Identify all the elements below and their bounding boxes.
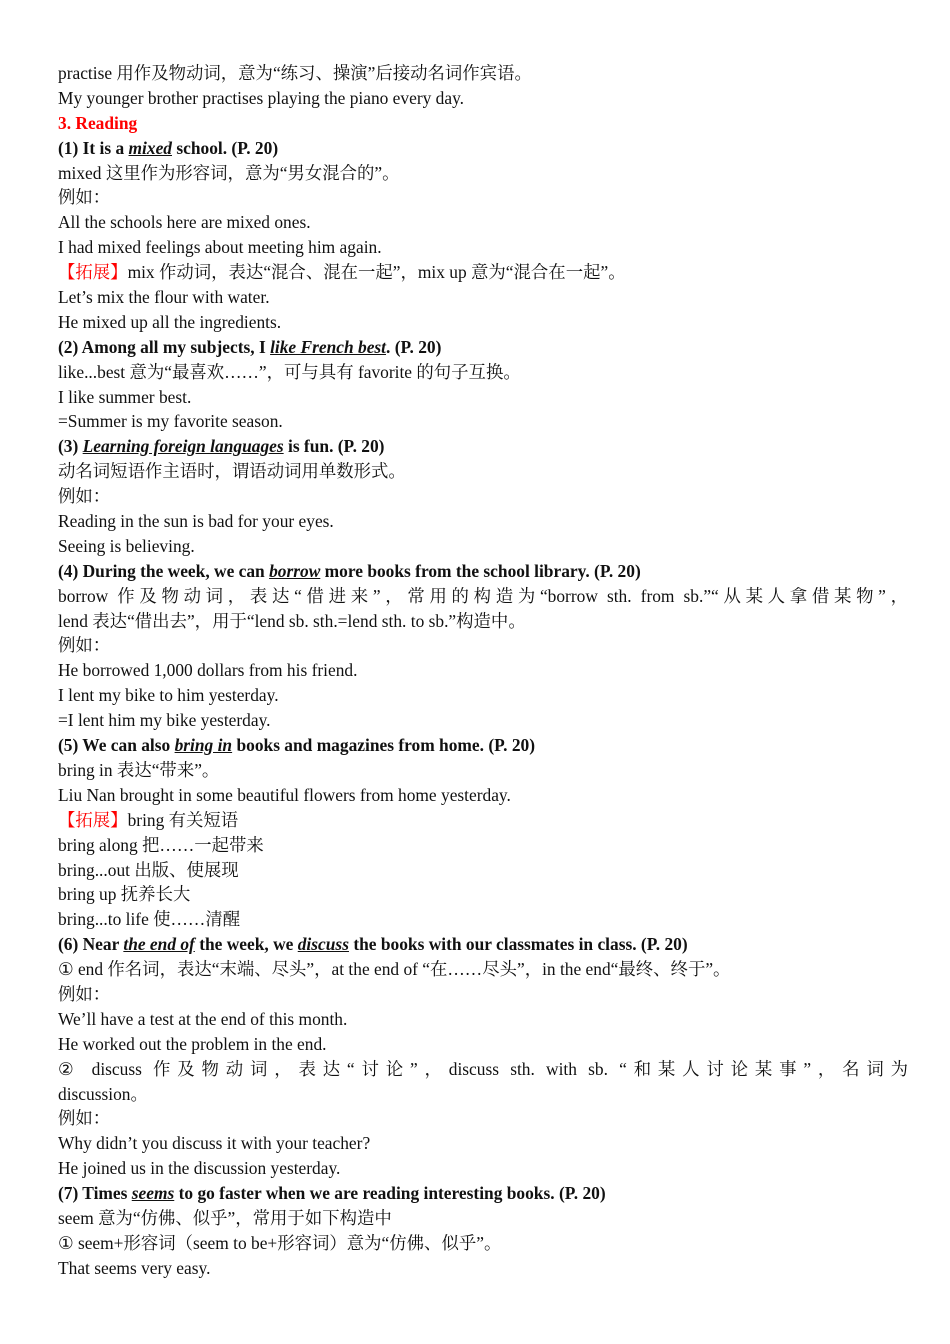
text-line (58, 584, 908, 609)
text-segment: =I lent him my bike yesterday. (58, 710, 271, 731)
text-line (58, 907, 908, 932)
text-segment: Liu Nan brought in some beautiful flowers from home yesterday. (58, 784, 511, 805)
keyword: mixed (128, 137, 172, 158)
text-line (58, 1156, 908, 1181)
text-line (58, 1106, 908, 1131)
text-line (58, 783, 908, 808)
text-segment: (6) Near (58, 934, 124, 955)
text-line (58, 385, 908, 410)
text-segment: bring...to life 使……清醒 (58, 909, 241, 930)
text-segment: We’ll have a test at the end of this month. (58, 1008, 348, 1029)
text-line (58, 1231, 908, 1256)
text-line (58, 808, 908, 833)
text-line (58, 658, 908, 683)
section-heading (58, 434, 908, 459)
keyword: Learning foreign languages (82, 436, 284, 457)
section-heading (58, 136, 908, 161)
text-line (58, 61, 908, 86)
text-segment: 动名词短语作主语时，谓语动词用单数形式。 (58, 461, 406, 482)
keyword: discuss (297, 934, 349, 955)
text-line (58, 1256, 908, 1281)
text-segment: He joined us in the discussion yesterday. (58, 1158, 341, 1179)
text-line (58, 310, 908, 335)
text-line (58, 534, 908, 559)
text-segment: 例如： (58, 983, 111, 1004)
text-segment: bring...out 出版、使展现 (58, 859, 239, 880)
text-segment: Reading in the sun is bad for your eyes. (58, 511, 334, 532)
text-line (58, 833, 908, 858)
text-line (58, 360, 908, 385)
text-segment: Why didn’t you discuss it with your teacher? (58, 1133, 371, 1154)
text-segment: borrow 作及物动词，表达“借进来”，常用的构造为“borrow sth. from sb.”“从某人拿借某物”， (58, 585, 908, 606)
text-line (58, 858, 908, 883)
text-line (58, 609, 908, 634)
text-line (58, 957, 908, 982)
text-segment: lend 表达“借出去”，用于“lend sb. sth.=lend sth. to sb.”构造中。 (58, 610, 526, 631)
extension-tag: 【拓展】 (58, 809, 128, 830)
text-segment: Seeing is believing. (58, 535, 195, 556)
text-segment: bring up 抚养长大 (58, 884, 191, 905)
text-segment: =Summer is my favorite season. (58, 411, 283, 432)
text-segment: practise 用作及物动词，意为“练习、操演”后接动名词作宾语。 (58, 63, 532, 83)
text-segment: more books from the school library. (P. 20) (320, 560, 641, 581)
section-title (58, 111, 908, 136)
text-line (58, 409, 908, 434)
text-segment: I lent my bike to him yesterday. (58, 685, 279, 706)
text-segment: like...best 意为“最喜欢……”，可与具有 favorite 的句子互换。 (58, 361, 521, 382)
text-line (58, 260, 908, 285)
text-segment: Let’s mix the flour with water. (58, 287, 270, 308)
text-line (58, 210, 908, 235)
text-segment: ① seem+形容词（seem to be+形容词）意为“仿佛、似乎”。 (58, 1232, 502, 1253)
text-segment: (5) We can also (58, 735, 175, 756)
text-line (58, 982, 908, 1007)
text-segment: mix 作动词，表达“混合、混在一起”，mix up 意为“混合在一起”。 (127, 262, 626, 283)
text-segment: . (P. 20) (386, 336, 442, 357)
text-line (58, 484, 908, 509)
keyword: the end of (123, 934, 195, 955)
section-heading (58, 335, 908, 360)
text-line (58, 1007, 908, 1032)
text-line (58, 1206, 908, 1231)
text-line (58, 882, 908, 907)
keyword: seems (131, 1183, 175, 1204)
text-segment: 例如： (58, 635, 111, 656)
document-body (58, 61, 908, 1281)
extension-tag: 【拓展】 (58, 262, 128, 283)
text-segment: school. (P. 20) (172, 137, 279, 158)
text-segment: 例如： (58, 1108, 111, 1129)
text-line (58, 86, 908, 111)
text-segment: He mixed up all the ingredients. (58, 311, 282, 332)
text-line (58, 708, 908, 733)
text-line (58, 459, 908, 484)
text-segment: bring in 表达“带来”。 (58, 759, 220, 780)
text-line (58, 509, 908, 534)
text-line (58, 1082, 908, 1107)
text-segment: (7) Times (58, 1183, 132, 1204)
text-segment: He borrowed 1,000 dollars from his friend. (58, 660, 358, 681)
text-line (58, 1131, 908, 1156)
text-segment: I like summer best. (58, 386, 192, 407)
keyword: like French best (270, 336, 387, 357)
text-segment: to go faster when we are reading interesting books. (P. 20) (174, 1183, 606, 1204)
text-segment: 例如： (58, 187, 111, 208)
text-segment: discussion。 (58, 1083, 148, 1104)
text-line (58, 633, 908, 658)
text-segment: (4) During the week, we can (58, 560, 270, 581)
text-segment: He worked out the problem in the end. (58, 1033, 327, 1054)
text-line (58, 1057, 908, 1082)
text-line (58, 683, 908, 708)
text-segment: seem 意为“仿佛、似乎”，常用于如下构造中 (58, 1207, 392, 1228)
text-segment: ② discuss 作及物动词，表达“讨论”，discuss sth. with sb. “和某人讨论某事”，名词为 (58, 1058, 908, 1079)
section-heading (58, 733, 908, 758)
text-segment: 3. Reading (58, 112, 138, 133)
text-segment: All the schools here are mixed ones. (58, 212, 311, 233)
text-segment: books and magazines from home. (P. 20) (232, 735, 536, 756)
text-segment: My younger brother practises playing the piano every day. (58, 87, 464, 108)
text-line (58, 285, 908, 310)
text-segment: bring 有关短语 (127, 809, 239, 830)
section-heading (58, 1181, 908, 1206)
text-segment: is fun. (P. 20) (283, 436, 385, 457)
text-segment: (1) It is a (58, 137, 129, 158)
text-segment: bring along 把……一起带来 (58, 834, 264, 855)
text-segment: the week, we (194, 934, 298, 955)
text-line (58, 235, 908, 260)
text-segment: (3) (58, 436, 83, 457)
section-heading (58, 559, 908, 584)
text-segment: (2) Among all my subjects, I (58, 336, 271, 357)
text-line (58, 161, 908, 186)
text-segment: mixed 这里作为形容词，意为“男女混合的”。 (58, 162, 400, 183)
keyword: borrow (269, 560, 321, 581)
text-segment: 例如： (58, 486, 111, 507)
keyword: bring in (174, 735, 233, 756)
text-line (58, 758, 908, 783)
text-segment: I had mixed feelings about meeting him again. (58, 237, 382, 258)
text-segment: That seems very easy. (58, 1257, 211, 1278)
text-line (58, 1032, 908, 1057)
text-segment: ① end 作名词，表达“末端、尽头”，at the end of “在……尽头”，in the end“最终、终于”。 (58, 959, 731, 980)
section-heading (58, 932, 908, 957)
text-line (58, 185, 908, 210)
text-segment: the books with our classmates in class. (P. 20) (348, 934, 688, 955)
